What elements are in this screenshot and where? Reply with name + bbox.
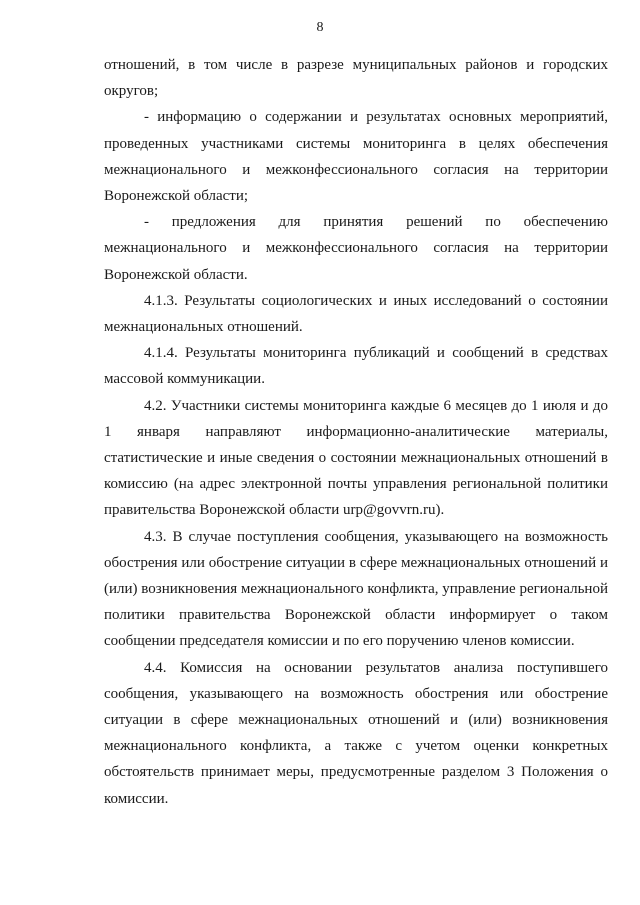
paragraph-4-4: 4.4. Комиссия на основании результатов анализа поступившего сообщения, указывающего на возможность обострения или обострение ситуации в сфере межнациональных отношений и (или) возникновения межнационального конфликта, а также с учетом оценки конкретных обстоятельств принимает меры, предусмотренные разделом 3 Положения о комиссии.	[104, 659, 608, 807]
paragraph-4-2: 4.2. Участники системы мониторинга каждые 6 месяцев до 1 июля и до 1 января направляют информационно-аналитические материалы, статистические и иные сведения о состоянии межнациональных отношений в комиссию (на адрес электронной почты управления региональной политики правительства Воронежской области urp@govvrn.ru).	[104, 397, 608, 519]
paragraph-4-1-3: 4.1.3. Результаты социологических и иных исследований о состоянии межнациональных отношений.	[104, 292, 608, 336]
list-item-information: - информацию о содержании и результатах основных мероприятий, проведенных участниками системы мониторинга в целях обеспечения межнационального и межконфессионального согласия на территории Воронежской области;	[104, 109, 608, 205]
paragraph-4-1-4: 4.1.4. Результаты мониторинга публикаций и сообщений в средствах массовой коммуникации.	[104, 345, 608, 388]
page-number: 8	[316, 20, 324, 35]
paragraph-continuation: отношений, в том числе в разрезе муниципальных районов и городских округов;	[104, 57, 608, 100]
paragraph-4-3: 4.3. В случае поступления сообщения, указывающего на возможность обострения или обострение ситуации в сфере межнациональных отношений и (или) возникновения межнационального конфликта, управление региональной политики правительства Воронежской области информирует о таком сообщении председателя комиссии и по его поручению членов комиссии.	[104, 528, 608, 650]
list-item-proposals: - предложения для принятия решений по обеспечению межнационального и межконфессионального согласия на территории Воронежской области.	[104, 214, 608, 283]
document-body	[104, 52, 608, 812]
